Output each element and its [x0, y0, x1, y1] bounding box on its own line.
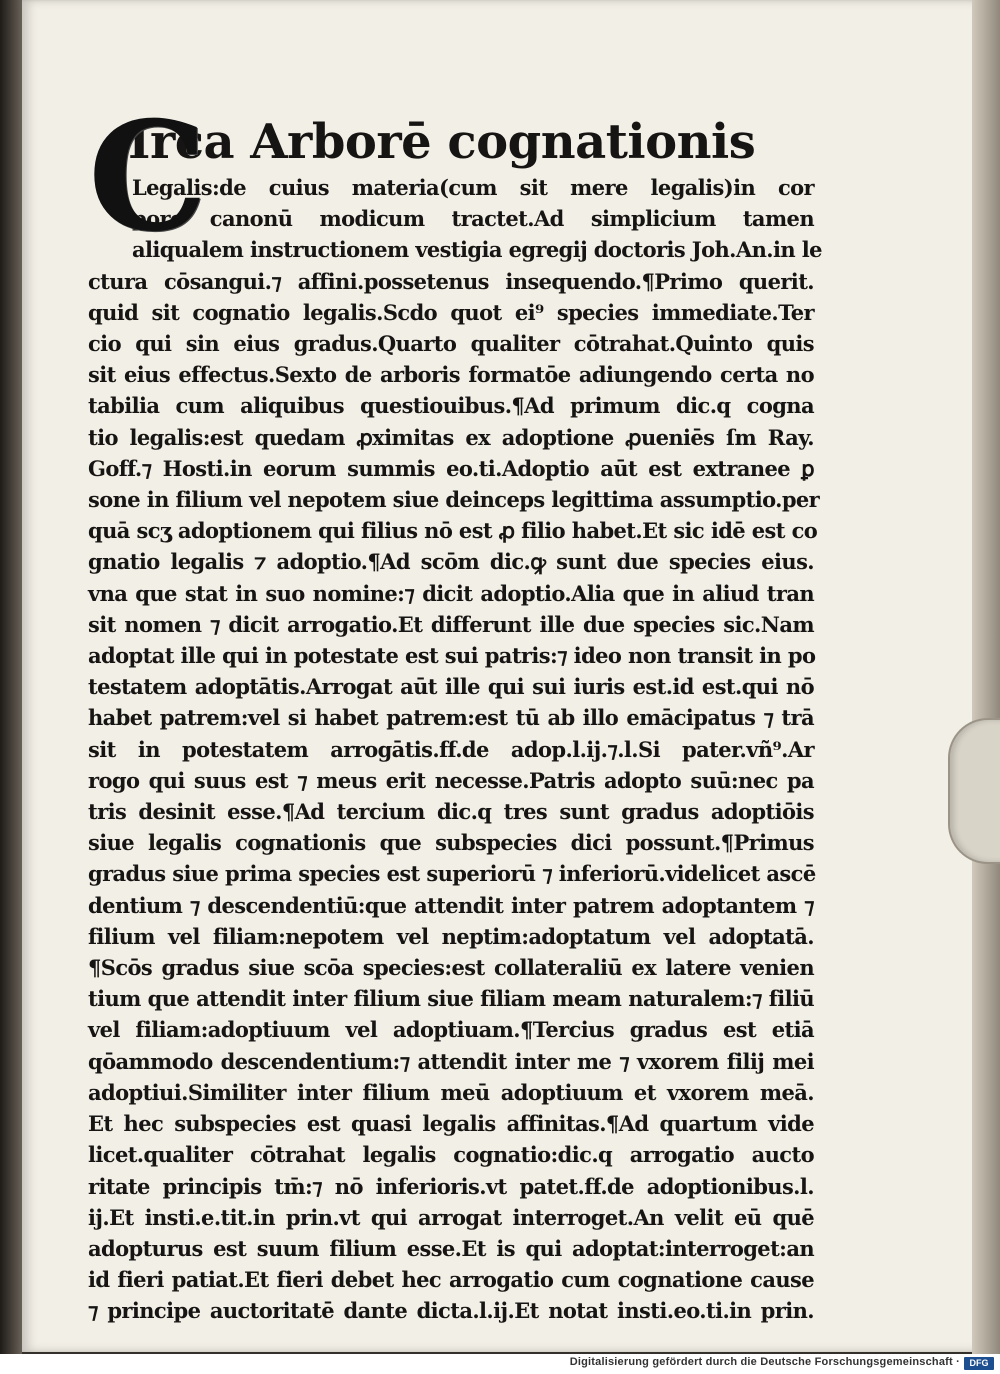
- text-line: sit eius effectus.Sexto de arboris formatōe adiungendo certa no: [88, 362, 814, 388]
- text-line: licet.qualiter cōtrahat legalis cognatio:dic.q arrogatio aucto: [88, 1142, 814, 1168]
- text-line: Goff.⁊ Hosti.in eorum summis eo.ti.Adoptio aūt est extranee ꝑ: [88, 455, 814, 481]
- footer-credit: Digitalisierung gefördert durch die Deutsche Forschungsgemeinschaft ·: [569, 1356, 960, 1368]
- text-line: tio legalis:est quedam ꝓximitas ex adoptione ꝓueniēs ſm Ray.: [88, 424, 814, 450]
- text-line: pore canonū modicum tractet.Ad simplicium tamen: [132, 206, 814, 232]
- text-line: quā scʒ adoptionem qui filius nō est ꝓ filio habet.Et sic idē est co: [88, 518, 818, 544]
- text-line: gnatio legalis ⁊ adoptio.¶Ad scōm dic.ꝙ sunt due species eius.: [88, 549, 814, 575]
- printed-text-block: [88, 89, 822, 1327]
- text-line: ij.Et insti.e.tit.in prin.vt qui arrogat interroget.An velit eū quē: [88, 1204, 814, 1230]
- text-line: rogo qui suus est ⁊ meus erit necesse.Patris adopto suū:nec pa: [88, 767, 814, 793]
- text-line: Et hec subspecies est quasi legalis affinitas.¶Ad quartum vide: [88, 1111, 814, 1137]
- text-line: vel filiam:adoptiuum vel adoptiuam.¶Tercius gradus est etiā: [88, 1017, 814, 1043]
- text-line: gradus siue prima species est superiorū ⁊ inferiorū.videlicet ascē: [88, 861, 816, 887]
- text-line: cio qui sin eius gradus.Quarto qualiter cōtrahat.Quinto quis: [88, 331, 814, 357]
- text-line: id fieri patiat.Et fieri debet hec arrogatio cum cognatione cause: [88, 1267, 814, 1293]
- text-line: filium vel filiam:nepotem vel neptim:adoptatum vel adoptatā.: [88, 923, 814, 949]
- page-gutter-shadow: [0, 0, 22, 1354]
- decorated-initial: C: [88, 89, 208, 265]
- text-line: testatem adoptātis.Arrogat aūt ille qui sui iuris est.id est.qui nō: [88, 674, 814, 700]
- text-line: quid sit cognatio legalis.Scdo quot ei⁹ species immediate.Ter: [88, 299, 814, 325]
- text-line: adopturus est suum filium esse.Et is qui adoptat:interroget:an: [88, 1235, 814, 1261]
- text-line: sone in filium vel nepotem siue deinceps legittima assumptio.per: [88, 487, 820, 513]
- text-line: sit nomen ⁊ dicit arrogatio.Et differunt ille due species sic.Nam: [88, 611, 814, 637]
- text-line: adoptiui.Similiter inter filium meū adoptiuum et vxorem meā.: [88, 1079, 814, 1105]
- text-line: aliqualem instructionem vestigia egregij doctoris Joh.An.in le: [132, 237, 822, 263]
- text-line: dentium ⁊ descendentiū:que attendit inter patrem adoptantem ⁊: [88, 892, 814, 918]
- text-line: ctura cōsangui.⁊ affini.possetenus insequendo.¶Primo querit.: [88, 268, 814, 294]
- dfg-logo: DFG: [964, 1357, 994, 1370]
- text-line: qōammodo descendentium:⁊ attendit inter me ⁊ vxorem filij mei: [88, 1048, 814, 1074]
- text-line: sit in potestatem arrogātis.ff.de adop.l.ij.⁊.l.Si pater.vñ⁹.Ar: [88, 736, 814, 762]
- footer-bar: [0, 1354, 1000, 1374]
- text-line: ¶Scōs gradus siue scōa species:est collateraliū ex latere venien: [88, 955, 814, 981]
- text-line: ritate principis tm̄:⁊ nō inferioris.vt patet.ff.de adoptionibus.l.: [88, 1173, 814, 1199]
- text-line: siue legalis cognationis que subspecies dici possunt.¶Primus: [88, 830, 814, 856]
- text-line: habet patrem:vel si habet patrem:est tū ab illo emācipatus ⁊ trā: [88, 705, 814, 731]
- page-clip-tab: [948, 718, 1000, 864]
- text-line: tium que attendit inter filium siue filiam meam naturalem:⁊ filiū: [88, 986, 814, 1012]
- body-text: [88, 172, 822, 1327]
- text-line: tabilia cum aliquibus questiouibus.¶Ad primum dic.q cogna: [88, 393, 814, 419]
- text-line: Legalis:de cuius materia(cum sit mere legalis)in cor: [132, 175, 814, 200]
- text-line: vna que stat in suo nomine:⁊ dicit adoptio.Alia que in aliud tran: [88, 580, 814, 606]
- text-line: ⁊ principe auctoritatē dante dicta.l.ij.Et notat insti.eo.ti.in prin.: [88, 1298, 814, 1324]
- text-line: tris desinit esse.¶Ad tercium dic.q tres sunt gradus adoptiōis: [88, 799, 814, 825]
- incipit-text: Irca Arborē cognationis: [128, 114, 756, 170]
- page-right-edge: [972, 0, 1000, 1354]
- text-line: adoptat ille qui in potestate est sui patris:⁊ ideo non transit in po: [88, 643, 816, 669]
